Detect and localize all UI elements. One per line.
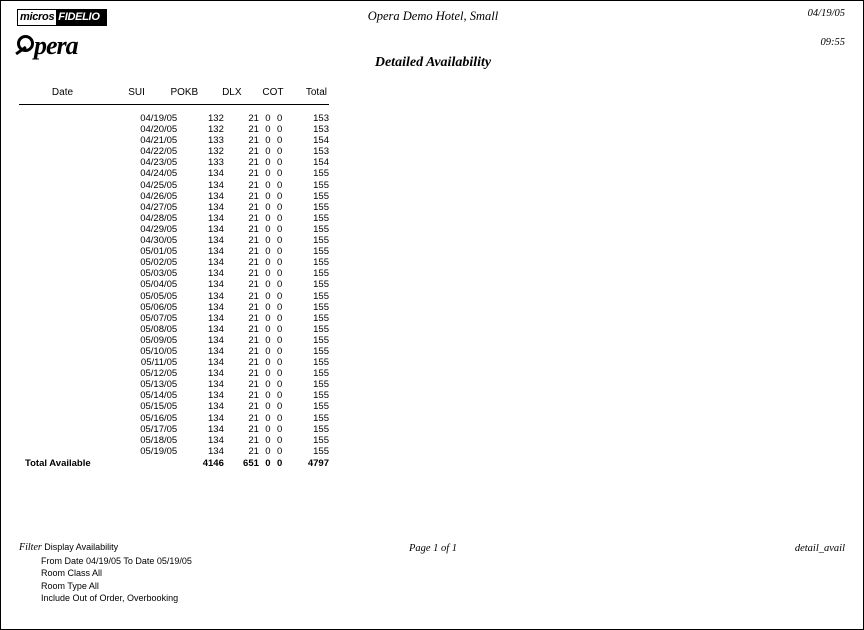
table-row — [19, 335, 329, 346]
cell-total: 154 — [313, 157, 329, 169]
opera-o-icon — [17, 35, 34, 52]
cell-cot: 0 — [276, 146, 283, 158]
table-row — [19, 279, 329, 290]
cell-date: 05/03/05 — [140, 268, 178, 280]
cell-total: 155 — [313, 323, 329, 335]
cell-date: 05/08/05 — [140, 323, 178, 335]
table-row — [19, 368, 329, 379]
total-cell-sui: 4146 — [202, 457, 224, 469]
cell-dlx: 0 — [265, 212, 271, 224]
cell-dlx: 0 — [265, 412, 271, 424]
cell-dlx: 0 — [265, 445, 271, 457]
cell-total: 153 — [313, 113, 329, 124]
cell-sui: 134 — [208, 345, 224, 357]
cell-date: 04/27/05 — [140, 201, 178, 213]
filter-detail-line: Room Class All — [41, 568, 103, 578]
cell-dlx: 0 — [265, 146, 271, 158]
cell-date: 05/11/05 — [140, 357, 178, 369]
cell-total: 155 — [313, 390, 329, 402]
cell-dlx: 0 — [265, 423, 271, 435]
cell-dlx: 0 — [265, 113, 271, 124]
cell-date: 05/10/05 — [140, 345, 178, 357]
total-cell-pokb: 651 — [243, 457, 259, 469]
cell-total: 155 — [313, 334, 329, 346]
cell-total: 155 — [313, 401, 329, 413]
cell-pokb: 21 — [248, 423, 259, 435]
cell-sui: 134 — [208, 334, 224, 346]
page-title: Detailed Availability — [374, 55, 492, 70]
cell-sui: 134 — [208, 323, 224, 335]
table-row — [19, 424, 329, 435]
page-number: Page 1 of 1 — [408, 543, 458, 554]
cell-pokb: 21 — [248, 412, 259, 424]
cell-dlx: 0 — [265, 434, 271, 446]
cell-sui: 134 — [208, 357, 224, 369]
table-row — [19, 291, 329, 302]
cell-sui: 134 — [208, 401, 224, 413]
cell-date: 05/15/05 — [140, 401, 178, 413]
cell-sui: 134 — [208, 246, 224, 258]
cell-pokb: 21 — [248, 323, 259, 335]
cell-dlx: 0 — [265, 390, 271, 402]
cell-pokb: 21 — [248, 290, 259, 302]
column-header-date: Date — [51, 87, 74, 98]
cell-cot: 0 — [276, 212, 283, 224]
cell-pokb: 21 — [248, 312, 259, 324]
cell-date: 05/13/05 — [140, 379, 178, 391]
cell-sui: 133 — [208, 135, 224, 147]
cell-date: 04/28/05 — [140, 212, 178, 224]
cell-dlx: 0 — [265, 257, 271, 269]
cell-total: 154 — [313, 135, 329, 147]
total-cell-cot: 0 — [276, 457, 283, 469]
micros-wordmark: micros — [20, 11, 55, 23]
header-rule — [19, 104, 329, 105]
cell-pokb: 21 — [248, 190, 259, 202]
cell-date: 05/16/05 — [140, 412, 178, 424]
cell-sui: 134 — [208, 223, 224, 235]
cell-sui: 134 — [208, 312, 224, 324]
cell-dlx: 0 — [265, 246, 271, 258]
cell-cot: 0 — [276, 445, 283, 457]
column-header-dlx: DLX — [222, 87, 242, 98]
cell-pokb: 21 — [248, 257, 259, 269]
cell-sui: 134 — [208, 434, 224, 446]
cell-total: 155 — [313, 445, 329, 457]
cell-pokb: 21 — [248, 235, 259, 247]
cell-sui: 133 — [208, 157, 224, 169]
cell-date: 05/14/05 — [140, 390, 178, 402]
report-time: 09:55 — [820, 37, 845, 48]
cell-cot: 0 — [276, 423, 283, 435]
table-row — [19, 268, 329, 279]
cell-pokb: 21 — [248, 445, 259, 457]
cell-date: 04/23/05 — [140, 157, 178, 169]
cell-dlx: 0 — [265, 268, 271, 280]
cell-pokb: 21 — [248, 157, 259, 169]
cell-dlx: 0 — [265, 179, 271, 191]
table-row — [19, 146, 329, 157]
cell-total: 155 — [313, 223, 329, 235]
opera-wordmark: pera — [34, 31, 78, 60]
cell-pokb: 21 — [248, 135, 259, 147]
cell-date: 05/01/05 — [140, 246, 178, 258]
table-header — [19, 87, 329, 104]
cell-sui: 134 — [208, 257, 224, 269]
cell-cot: 0 — [276, 124, 283, 136]
table-row — [19, 180, 329, 191]
cell-pokb: 21 — [248, 179, 259, 191]
cell-cot: 0 — [276, 179, 283, 191]
table-row — [19, 257, 329, 268]
cell-sui: 134 — [208, 279, 224, 291]
cell-pokb: 21 — [248, 345, 259, 357]
cell-date: 05/04/05 — [140, 279, 178, 291]
cell-cot: 0 — [276, 368, 283, 380]
cell-cot: 0 — [276, 113, 283, 124]
cell-date: 04/25/05 — [140, 179, 178, 191]
cell-pokb: 21 — [248, 368, 259, 380]
cell-dlx: 0 — [265, 357, 271, 369]
cell-sui: 132 — [208, 146, 224, 158]
cell-cot: 0 — [276, 201, 283, 213]
availability-table-body — [19, 113, 329, 469]
filter-detail-line: Include Out of Order, Overbooking — [41, 593, 179, 603]
cell-total: 153 — [313, 146, 329, 158]
cell-dlx: 0 — [265, 334, 271, 346]
cell-cot: 0 — [276, 345, 283, 357]
cell-total: 155 — [313, 201, 329, 213]
cell-sui: 134 — [208, 201, 224, 213]
column-header-sui: SUI — [128, 87, 145, 98]
cell-cot: 0 — [276, 334, 283, 346]
cell-total: 153 — [313, 124, 329, 136]
table-row — [19, 113, 329, 124]
cell-total: 155 — [313, 290, 329, 302]
cell-pokb: 21 — [248, 434, 259, 446]
cell-total: 155 — [313, 179, 329, 191]
cell-sui: 134 — [208, 235, 224, 247]
cell-cot: 0 — [276, 279, 283, 291]
cell-total: 155 — [313, 212, 329, 224]
cell-date: 05/18/05 — [140, 434, 178, 446]
cell-total: 155 — [313, 412, 329, 424]
table-row — [19, 191, 329, 202]
table-row — [19, 135, 329, 146]
cell-date: 04/29/05 — [140, 223, 178, 235]
cell-date: 05/06/05 — [140, 301, 178, 313]
cell-sui: 134 — [208, 268, 224, 280]
cell-sui: 134 — [208, 301, 224, 313]
cell-total: 155 — [313, 168, 329, 180]
cell-date: 05/12/05 — [140, 368, 178, 380]
cell-date: 05/02/05 — [140, 257, 178, 269]
table-row — [19, 224, 329, 235]
cell-total: 155 — [313, 368, 329, 380]
cell-dlx: 0 — [265, 290, 271, 302]
cell-date: 05/17/05 — [140, 423, 178, 435]
cell-dlx: 0 — [265, 279, 271, 291]
column-header-total: Total — [305, 87, 327, 98]
table-total-row — [19, 457, 329, 469]
cell-dlx: 0 — [265, 223, 271, 235]
cell-cot: 0 — [276, 190, 283, 202]
cell-sui: 134 — [208, 290, 224, 302]
cell-date: 05/07/05 — [140, 312, 178, 324]
cell-sui: 134 — [208, 445, 224, 457]
table-row — [19, 124, 329, 135]
cell-total: 155 — [313, 235, 329, 247]
cell-total: 155 — [313, 379, 329, 391]
total-cell-date: Total Available — [25, 457, 91, 469]
cell-cot: 0 — [276, 323, 283, 335]
cell-pokb: 21 — [248, 201, 259, 213]
cell-dlx: 0 — [265, 379, 271, 391]
table-row — [19, 213, 329, 224]
cell-cot: 0 — [276, 235, 283, 247]
column-header-cot: COT — [262, 87, 284, 98]
cell-pokb: 21 — [248, 223, 259, 235]
cell-total: 155 — [313, 301, 329, 313]
cell-cot: 0 — [276, 223, 283, 235]
cell-dlx: 0 — [265, 157, 271, 169]
filter-label: Filter — [19, 542, 42, 553]
cell-pokb: 21 — [248, 334, 259, 346]
cell-total: 155 — [313, 190, 329, 202]
cell-sui: 134 — [208, 190, 224, 202]
cell-total: 155 — [313, 434, 329, 446]
cell-dlx: 0 — [265, 190, 271, 202]
cell-date: 04/30/05 — [140, 235, 178, 247]
cell-pokb: 21 — [248, 113, 259, 124]
table-row — [19, 302, 329, 313]
cell-dlx: 0 — [265, 135, 271, 147]
cell-cot: 0 — [276, 390, 283, 402]
availability-table — [19, 87, 329, 104]
cell-cot: 0 — [276, 312, 283, 324]
cell-total: 155 — [313, 423, 329, 435]
cell-pokb: 21 — [248, 268, 259, 280]
cell-dlx: 0 — [265, 201, 271, 213]
cell-sui: 134 — [208, 412, 224, 424]
cell-cot: 0 — [276, 379, 283, 391]
table-row — [19, 346, 329, 357]
cell-dlx: 0 — [265, 235, 271, 247]
cell-sui: 134 — [208, 368, 224, 380]
cell-cot: 0 — [276, 157, 283, 169]
cell-total: 155 — [313, 257, 329, 269]
cell-date: 04/22/05 — [140, 146, 178, 158]
table-body — [19, 113, 329, 469]
table-header-row — [19, 87, 329, 104]
cell-date: 04/19/05 — [140, 113, 178, 124]
cell-date: 05/09/05 — [140, 334, 178, 346]
table-row — [19, 446, 329, 457]
cell-pokb: 21 — [248, 379, 259, 391]
cell-dlx: 0 — [265, 312, 271, 324]
cell-pokb: 21 — [248, 390, 259, 402]
filter-detail-line: From Date 04/19/05 To Date 05/19/05 — [41, 555, 192, 566]
filter-detail-line: Room Type All — [41, 580, 99, 591]
cell-sui: 134 — [208, 379, 224, 391]
table-row — [19, 435, 329, 446]
cell-total: 155 — [313, 246, 329, 258]
cell-sui: 134 — [208, 168, 224, 180]
fidelio-wordmark: FIDELIO — [56, 10, 106, 25]
cell-date: 05/19/05 — [140, 445, 178, 457]
cell-cot: 0 — [276, 301, 283, 313]
cell-total: 155 — [313, 268, 329, 280]
report-id: detail_avail — [794, 543, 845, 554]
total-cell-total: 4797 — [307, 457, 329, 469]
cell-pokb: 21 — [248, 301, 259, 313]
cell-dlx: 0 — [265, 323, 271, 335]
table-row — [19, 401, 329, 412]
cell-cot: 0 — [276, 290, 283, 302]
cell-pokb: 21 — [248, 357, 259, 369]
cell-cot: 0 — [276, 401, 283, 413]
table-row — [19, 379, 329, 390]
cell-date: 04/21/05 — [140, 135, 178, 147]
cell-pokb: 21 — [248, 401, 259, 413]
cell-sui: 134 — [208, 390, 224, 402]
cell-dlx: 0 — [265, 401, 271, 413]
filter-value: Display Availability — [44, 542, 119, 552]
cell-date: 04/26/05 — [140, 190, 178, 202]
table-row — [19, 390, 329, 401]
table-row — [19, 313, 329, 324]
table-row — [19, 235, 329, 246]
cell-date: 04/24/05 — [140, 168, 178, 180]
cell-pokb: 21 — [248, 168, 259, 180]
report-date: 04/19/05 — [807, 8, 845, 19]
table-row — [19, 202, 329, 213]
cell-date: 04/20/05 — [140, 124, 178, 136]
availability-table-wrap — [19, 87, 329, 469]
column-header-pokb: POKB — [170, 87, 199, 98]
table-row — [19, 246, 329, 257]
cell-pokb: 21 — [248, 146, 259, 158]
cell-dlx: 0 — [265, 345, 271, 357]
cell-pokb: 21 — [248, 279, 259, 291]
cell-total: 155 — [313, 357, 329, 369]
table-row — [19, 168, 329, 179]
cell-pokb: 21 — [248, 124, 259, 136]
cell-cot: 0 — [276, 135, 283, 147]
table-row — [19, 324, 329, 335]
table-row — [19, 157, 329, 168]
cell-cot: 0 — [276, 357, 283, 369]
cell-sui: 132 — [208, 113, 224, 124]
table-row — [19, 357, 329, 368]
cell-sui: 132 — [208, 124, 224, 136]
cell-cot: 0 — [276, 257, 283, 269]
cell-sui: 134 — [208, 179, 224, 191]
cell-total: 155 — [313, 345, 329, 357]
cell-date: 05/05/05 — [140, 290, 178, 302]
cell-sui: 134 — [208, 212, 224, 224]
cell-dlx: 0 — [265, 168, 271, 180]
cell-total: 155 — [313, 312, 329, 324]
cell-cot: 0 — [276, 434, 283, 446]
hotel-name: Opera Demo Hotel, Small — [367, 9, 499, 23]
cell-cot: 0 — [276, 268, 283, 280]
cell-sui: 134 — [208, 423, 224, 435]
cell-total: 155 — [313, 279, 329, 291]
table-row — [19, 413, 329, 424]
cell-dlx: 0 — [265, 124, 271, 136]
cell-pokb: 21 — [248, 212, 259, 224]
cell-dlx: 0 — [265, 368, 271, 380]
cell-cot: 0 — [276, 412, 283, 424]
cell-dlx: 0 — [265, 301, 271, 313]
cell-cot: 0 — [276, 168, 283, 180]
cell-pokb: 21 — [248, 246, 259, 258]
cell-cot: 0 — [276, 246, 283, 258]
total-cell-dlx: 0 — [265, 457, 271, 469]
